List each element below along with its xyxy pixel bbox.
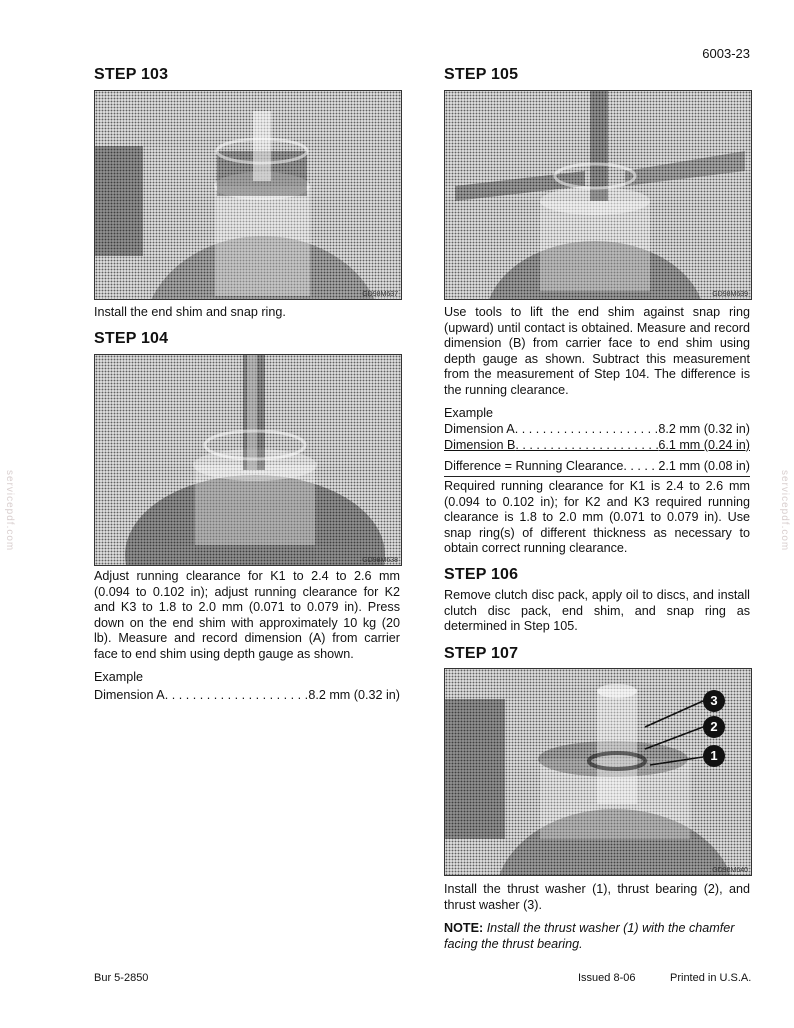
dimension-a-value: 8.2 mm (0.32 in) <box>308 688 400 702</box>
dimension-b-label: Dimension B <box>444 438 516 452</box>
step-107-text: Install the thrust washer (1), thrust bearing (2), and thrust washer (3). <box>444 882 750 912</box>
step-106-text: Remove clutch disc pack, apply oil to discs, and install clutch disc pack, end shim, and snap ring as determined in Step 105. <box>444 588 750 634</box>
step-105-difference-row <box>444 459 750 475</box>
dimension-b-value: 6.1 mm (0.24 in) <box>658 438 750 452</box>
footer-printed: Printed in U.S.A. <box>670 972 752 984</box>
callout-3: 3 <box>703 690 725 712</box>
page-number: 6003-23 <box>702 46 750 61</box>
step-106-heading: STEP 106 <box>444 566 519 583</box>
step-104-dimension-a-row <box>94 688 400 704</box>
step-103-image-code: GD98M637 <box>362 291 398 298</box>
note-label: NOTE: <box>444 921 484 935</box>
step-104-photo <box>94 354 402 566</box>
difference-label: Difference = Running Clearance <box>444 459 624 473</box>
step-105-dimension-a-row <box>444 422 750 438</box>
step-105-heading: STEP 105 <box>444 66 519 83</box>
step-105-text: Use tools to lift the end shim against snap ring (upward) until contact is obtained. Measure and record dimension (B) from carrier face to end shim using depth gauge as shown. Subtract this measurement from the measurement of Step 104. The difference is the running clearance. <box>444 305 750 397</box>
step-104-text: Adjust running clearance for K1 to 2.4 to 2.6 mm (0.094 to 0.102 in); adjust running clearance for K2 and K3 to 1.8 to 2.0 mm (0.071 to 0.079 in). Press down on the end shim with approximately 10 kg (20 lb). Measure and record dimension (A) from carrier face to end shim using depth gauge as shown. <box>94 569 400 661</box>
leader-dots <box>515 438 658 454</box>
step-103-caption: Install the end shim and snap ring. <box>94 305 286 319</box>
leader-dots <box>515 422 659 438</box>
step-105-example-label: Example <box>444 406 493 420</box>
watermark-right: servicepdf.com <box>779 470 790 552</box>
step-105-image-code: GD98M639 <box>712 291 748 298</box>
step-105-required-text: Required running clearance for K1 is 2.4 to 2.6 mm (0.094 to 0.102 in); for K2 and K3 required running clearance is 1.8 to 2.0 mm (0.071 to 0.079 in). Use snap ring(s) of different thickness as necessary to obtain correct running clearance. <box>444 479 750 556</box>
dimension-a-label: Dimension A <box>94 688 165 702</box>
step-104-image-code: GD98M638 <box>362 557 398 564</box>
step-107-note <box>444 921 750 952</box>
callout-2: 2 <box>703 716 725 738</box>
footer-issued: Issued 8-06 <box>578 972 636 984</box>
step-107-heading: STEP 107 <box>444 645 519 662</box>
step-105-dimension-b-row <box>444 438 750 454</box>
difference-value: 2.1 mm (0.08 in) <box>658 459 750 473</box>
dimension-a-label: Dimension A <box>444 422 515 436</box>
step-107-image-code: GD98M640 <box>712 867 748 874</box>
footer-document-number: Bur 5-2850 <box>94 972 149 984</box>
step-104-example-label: Example <box>94 670 143 684</box>
step-103-photo <box>94 90 402 300</box>
watermark-left: servicepdf.com <box>4 470 15 552</box>
note-text: Install the thrust washer (1) with the chamfer facing the thrust bearing. <box>444 921 735 951</box>
leader-dots <box>623 459 658 475</box>
step-103-heading: STEP 103 <box>94 66 169 83</box>
dimension-a-value: 8.2 mm (0.32 in) <box>658 422 750 436</box>
divider <box>444 476 750 477</box>
callout-1: 1 <box>703 745 725 767</box>
step-105-photo <box>444 90 752 300</box>
step-104-heading: STEP 104 <box>94 330 169 347</box>
leader-dots <box>165 688 309 704</box>
